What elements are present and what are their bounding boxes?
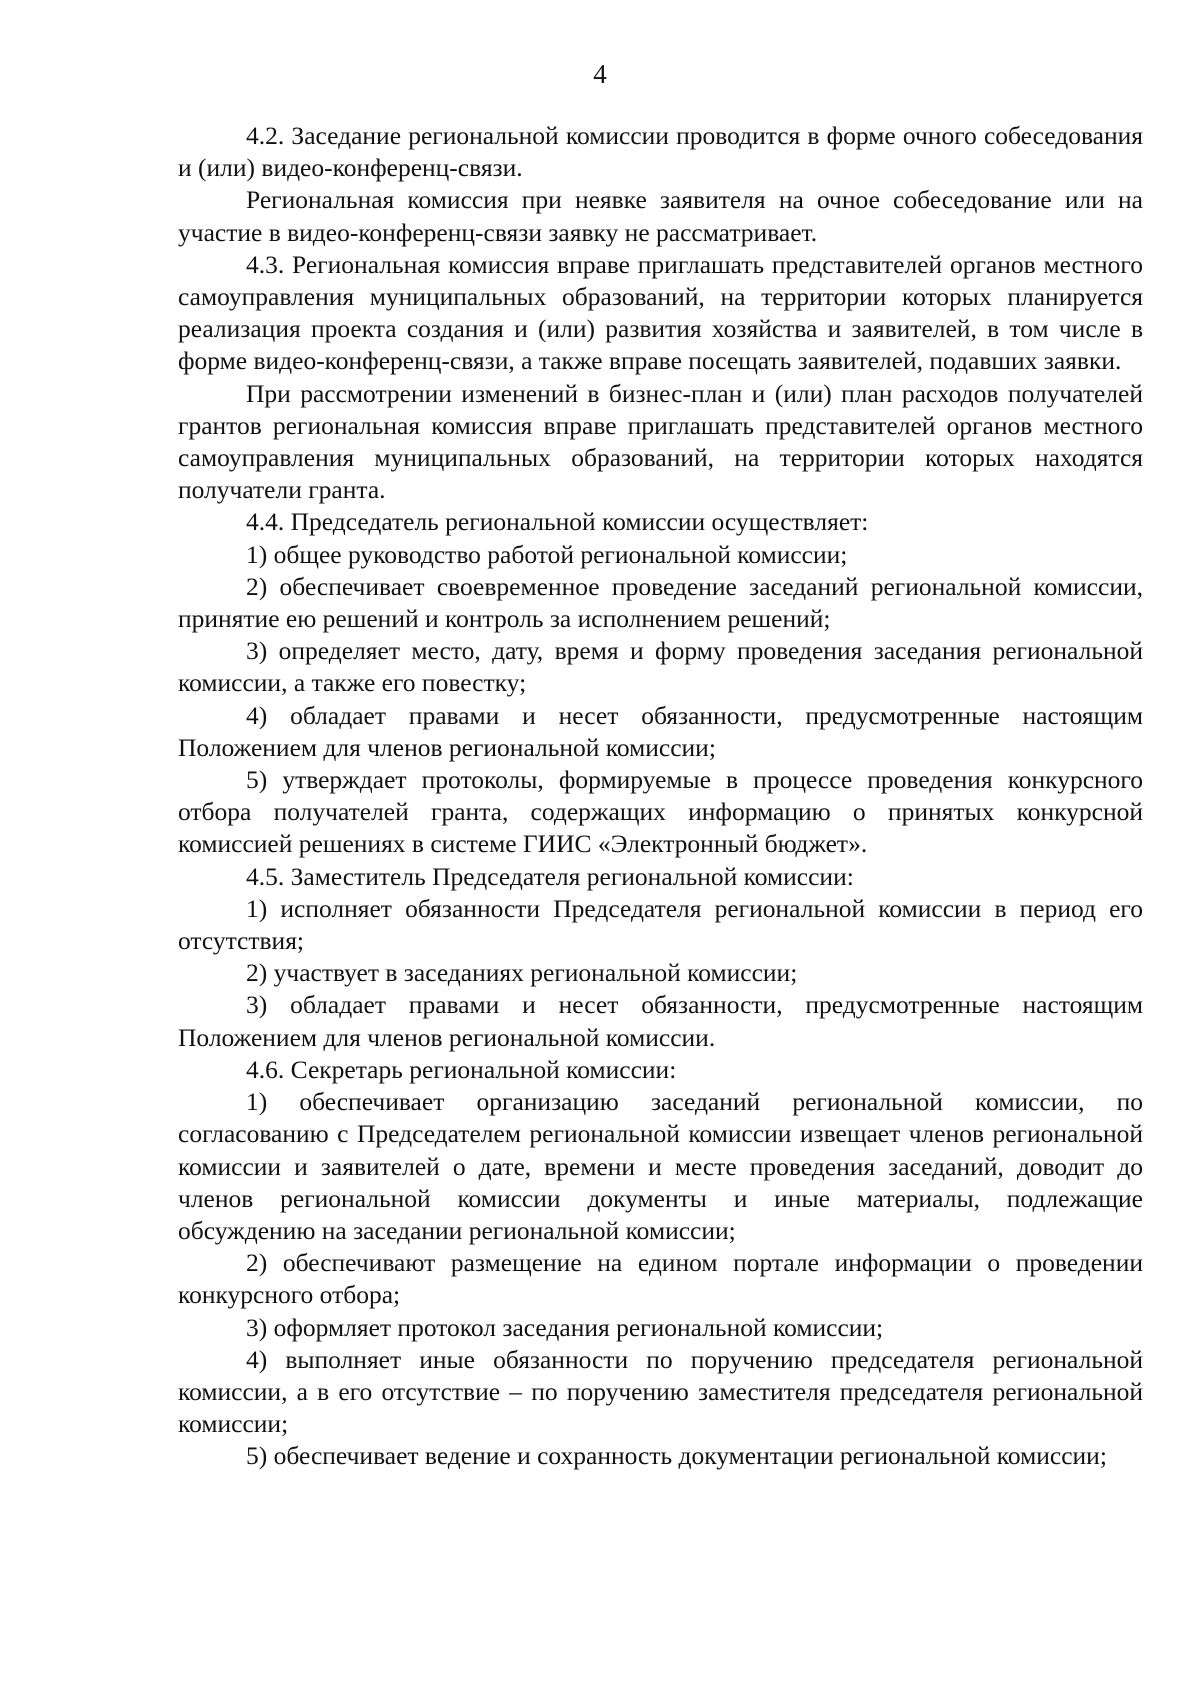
paragraph-4-6: 4.6. Секретарь региональной комиссии:	[246, 1054, 677, 1084]
list-item: 1) обеспечивает организацию заседаний региональной комиссии, по согласованию с Председателем региональной комиссии извещает членов региональной комиссии и заявителей о дате, времени и месте проведения заседаний, доводит до членов региональной комиссии документы и иные материалы, подлежащие обсуждению на заседании региональной комиссии;	[178, 1087, 1143, 1245]
paragraph-4-2-absence: Региональная комиссия при неявке заявителя на очное собеседование или на участие в видео-конференц-связи заявку не рассматривает.	[178, 185, 1143, 247]
list-item: 5) утверждает протоколы, формируемые в процессе проведения конкурсного отбора получателей гранта, содержащих информацию о принятых конкурсной комиссией решениях в системе ГИИС «Электронный бюджет».	[178, 765, 1143, 859]
paragraph-4-4: 4.4. Председатель региональной комиссии осуществляет:	[246, 507, 869, 537]
document-body	[178, 120, 1143, 1473]
paragraph-4-5: 4.5. Заместитель Председателя региональной комиссии:	[246, 861, 854, 891]
list-item: 2) участвует в заседаниях региональной комиссии;	[246, 958, 798, 988]
list-item: 2) обеспечивают размещение на едином портале информации о проведении конкурсного отбора;	[178, 1248, 1143, 1310]
list-item: 3) оформляет протокол заседания региональной комиссии;	[246, 1312, 884, 1342]
paragraph-4-3-changes: При рассмотрении изменений в бизнес-план и (или) план расходов получателей грантов региональная комиссия вправе приглашать представителей органов местного самоуправления муниципальных образований, на территории которых находятся получатели гранта.	[178, 378, 1143, 505]
list-item: 1) исполняет обязанности Председателя региональной комиссии в период его отсутствия;	[178, 893, 1143, 956]
list-item: 4) выполняет иные обязанности по поручению председателя региональной комиссии, а в его отсутствие – по поручению заместителя председателя региональной комиссии;	[178, 1344, 1143, 1439]
list-item: 3) определяет место, дату, время и форму проведения заседания региональной комиссии, а также его повестку;	[178, 636, 1143, 698]
page-number: 4	[593, 59, 607, 89]
list-item: 1) общее руководство работой региональной комиссии;	[246, 539, 848, 569]
paragraph-4-2: 4.2. Заседание региональной комиссии проводится в форме очного собеседования и (или) видео-конференц-связи.	[178, 121, 1143, 183]
list-item: 3) обладает правами и несет обязанности, предусмотренные настоящим Положением для членов региональной комиссии.	[178, 990, 1143, 1052]
paragraph-4-3: 4.3. Региональная комиссия вправе приглашать представителей органов местного самоуправления муниципальных образований, на территории которых планируется реализация проекта создания и (или) развития хозяйства и заявителей, в том числе в форме видео-конференц-связи, а также вправе посещать заявителей, подавших заявки.	[178, 249, 1143, 376]
list-item: 4) обладает правами и несет обязанности, предусмотренные настоящим Положением для членов региональной комиссии;	[178, 700, 1143, 762]
list-item: 2) обеспечивает своевременное проведение заседаний региональной комиссии, принятие ею решений и контроль за исполнением решений;	[178, 571, 1143, 634]
list-item: 5) обеспечивает ведение и сохранность документации региональной комиссии;	[246, 1441, 1107, 1471]
